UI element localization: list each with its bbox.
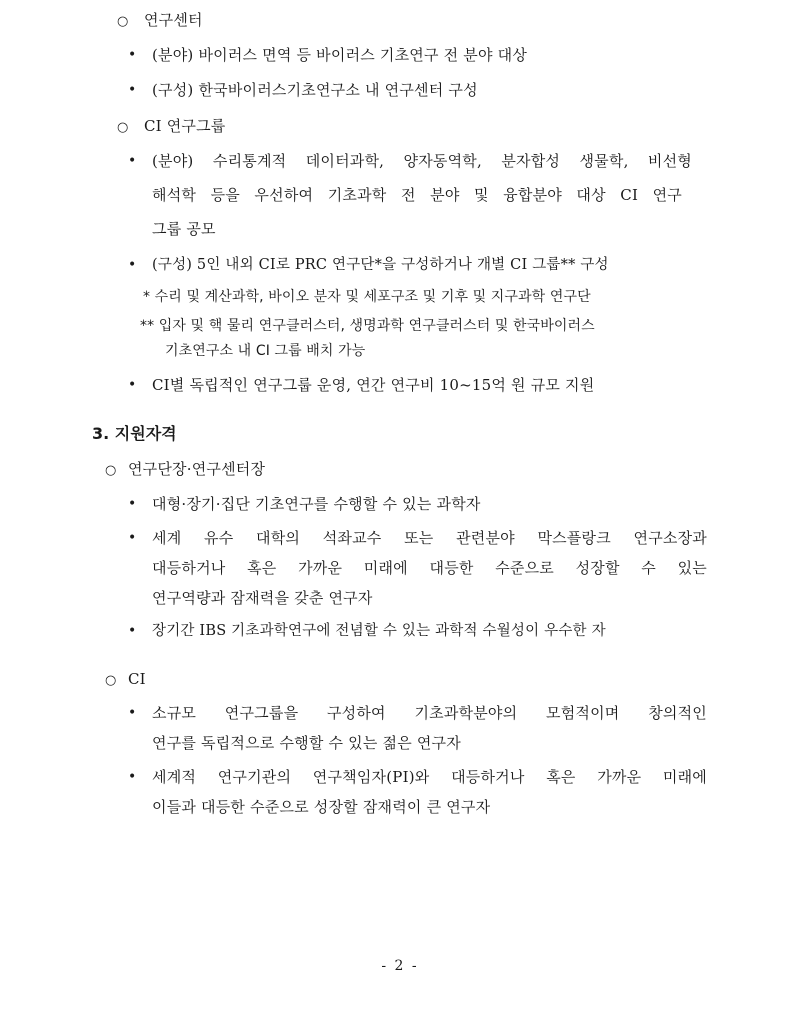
list-item-line: 이들과 대등한 수준으로 성장할 잠재력이 큰 연구자 <box>152 798 491 816</box>
list-item: (구성) 5인 내외 CI로 PRC 연구단*을 구성하거나 개별 CI 그룹** 구성 <box>152 257 609 273</box>
list-item: 장기간 IBS 기초과학연구에 전념할 수 있는 과학적 수월성이 우수한 자 <box>152 623 606 639</box>
subsection-title: CI 연구그룹 <box>143 117 226 135</box>
circle-bullet-icon: ○ <box>105 673 117 688</box>
list-item: (분야) 바이러스 면역 등 바이러스 기초연구 전 분야 대상 <box>152 46 528 64</box>
footnote: * 수리 및 계산과학, 바이오 분자 및 세포구조 및 기후 및 지구과학 연구단 <box>143 289 591 305</box>
bullet-icon: • <box>128 377 137 393</box>
list-item-line: 세계적 연구기관의 연구책임자(PI)와 대등하거나 혹은 가까운 미래에 <box>152 768 707 786</box>
bullet-icon: • <box>128 705 137 721</box>
list-item-line: 연구역량과 잠재력을 갖춘 연구자 <box>152 589 373 607</box>
bullet-icon: • <box>128 153 137 169</box>
circle-bullet-icon: ○ <box>105 463 117 478</box>
page-number: - 2 - <box>381 958 419 974</box>
bullet-icon: • <box>128 623 137 639</box>
list-item-line: 세계 유수 대학의 석좌교수 또는 관련분야 막스플랑크 연구소장과 <box>152 529 707 547</box>
list-item: CI별 독립적인 연구그룹 운영, 연간 연구비 10~15억 원 규모 지원 <box>152 376 595 394</box>
bullet-icon: • <box>128 496 137 512</box>
subsection-title: 연구단장·연구센터장 <box>127 460 266 478</box>
section-heading: 3. 지원자격 <box>92 424 177 443</box>
subsection-director <box>105 458 265 482</box>
list-item-line: 그룹 공모 <box>152 220 216 238</box>
list-item-line: 연구를 독립적으로 수행할 수 있는 젊은 연구자 <box>152 734 461 752</box>
footnote-continued: 기초연구소 내 CI 그룹 배치 가능 <box>165 343 366 359</box>
list-item: 대형·장기·집단 기초연구를 수행할 수 있는 과학자 <box>152 495 481 513</box>
list-item-line: 소규모 연구그룹을 구성하여 기초과학분야의 모험적이며 창의적인 <box>152 704 707 722</box>
bullet-icon: • <box>128 82 137 98</box>
bullet-icon: • <box>128 769 137 785</box>
subsection-ci-group <box>117 115 226 139</box>
circle-bullet-icon: ○ <box>117 14 129 29</box>
subsection-ci <box>105 668 146 692</box>
bullet-icon: • <box>128 530 137 546</box>
bullet-icon: • <box>128 47 137 63</box>
footnote: ** 입자 및 핵 물리 연구클러스터, 생명과학 연구클러스터 및 한국바이러스 <box>140 318 595 334</box>
subsection-title: CI <box>127 670 146 688</box>
list-item-line: 대등하거나 혹은 가까운 미래에 대등한 수준으로 성장할 수 있는 <box>152 559 707 577</box>
list-item: (구성) 한국바이러스기초연구소 내 연구센터 구성 <box>152 81 478 99</box>
bullet-icon: • <box>128 257 137 273</box>
list-item-line: (분야) 수리통계적 데이터과학, 양자동역학, 분자합성 생물학, 비선형 <box>152 152 692 170</box>
list-item-line: 해석학 등을 우선하여 기초과학 전 분야 및 융합분야 대상 CI 연구 <box>152 186 682 204</box>
subsection-research-center <box>117 9 203 33</box>
circle-bullet-icon: ○ <box>117 120 129 135</box>
subsection-title: 연구센터 <box>143 11 203 29</box>
